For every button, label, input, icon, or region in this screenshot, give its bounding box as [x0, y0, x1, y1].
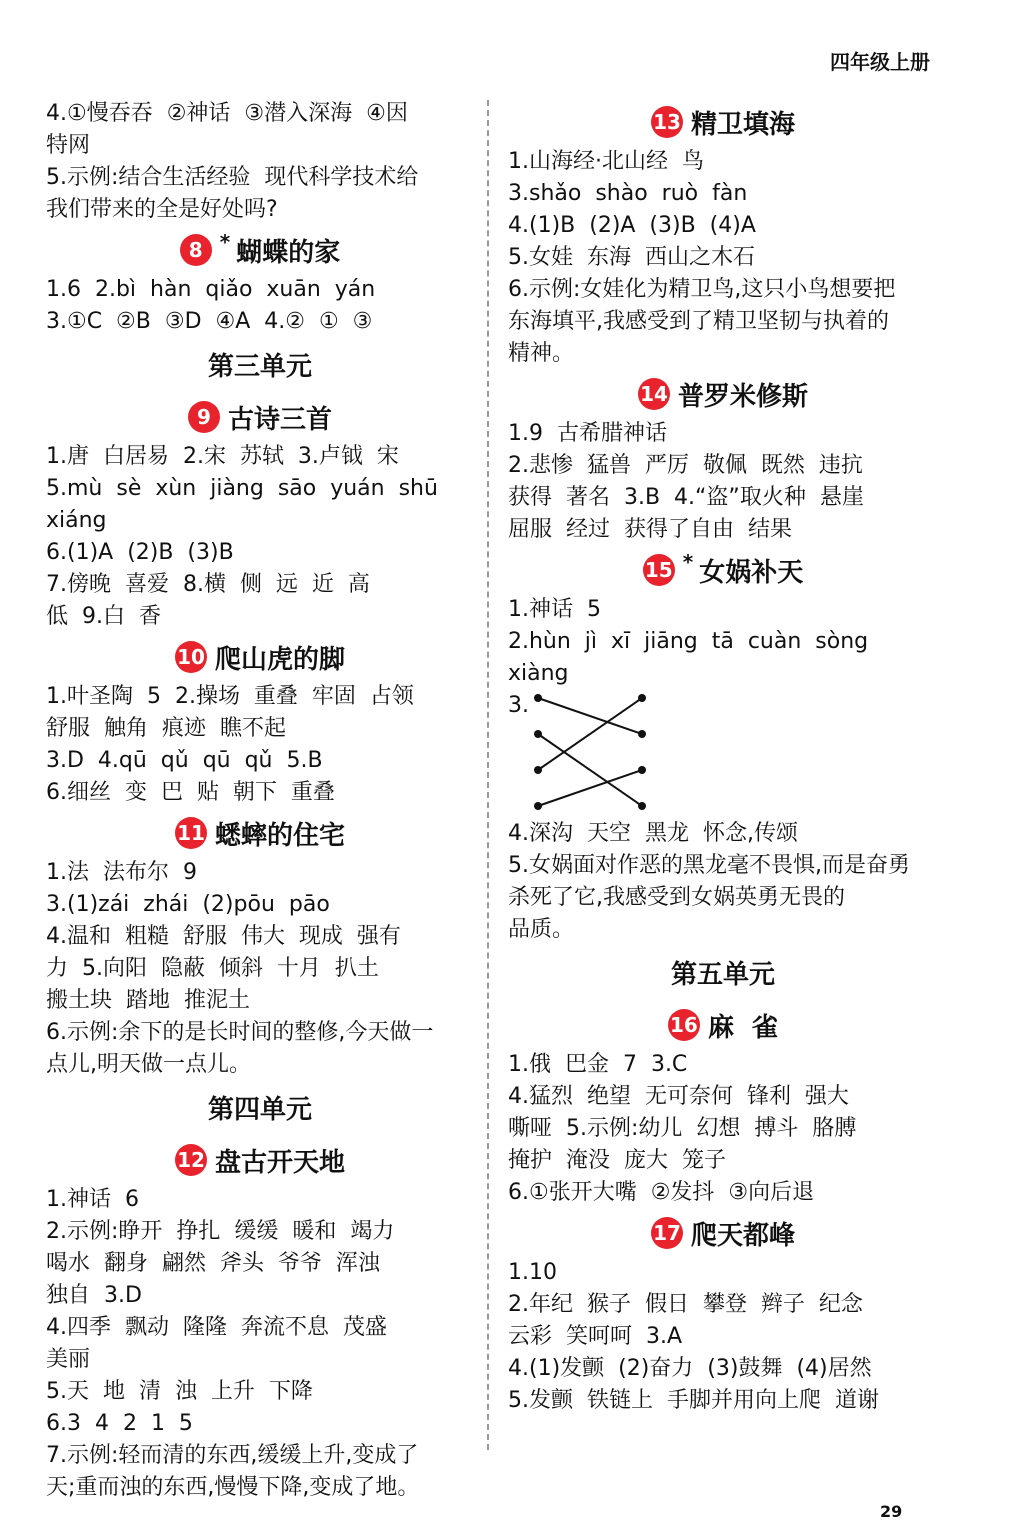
- answer-line: 6.示例:女娃化为精卫鸟,这只小鸟想要把: [508, 277, 896, 302]
- answer-line: 舒服 触角 痕迹 瞧不起: [46, 716, 286, 741]
- lesson-number-badge: 9: [188, 401, 220, 433]
- answer-line: 1.10: [508, 1260, 557, 1285]
- matching-line: [538, 770, 642, 806]
- answer-line: 1.6 2.bì hàn qiǎo xuān yán: [46, 277, 376, 302]
- left-column: [46, 98, 474, 1504]
- lesson-title-text: 爬天都峰: [690, 1220, 795, 1251]
- lesson-number-badge: 10: [175, 641, 207, 673]
- lesson-title: [508, 1004, 938, 1046]
- answer-line: 杀死了它,我感受到女娲英勇无畏的: [508, 885, 845, 910]
- answer-line: 4.温和 粗糙 舒服 伟大 现成 强有: [46, 924, 401, 949]
- lesson-title: [508, 101, 938, 143]
- answer-line: 低 9.白 香: [46, 604, 161, 629]
- answer-line: 5.女娲面对作恶的黑龙毫不畏惧,而是奋勇: [508, 853, 910, 878]
- answer-lines: [46, 98, 474, 226]
- lesson-title-text: 爬山虎的脚: [214, 644, 345, 675]
- answer-line: 点儿,明天做一点儿。: [46, 1052, 251, 1077]
- matching-answer: [508, 690, 938, 818]
- answer-line: 1.法 法布尔 9: [46, 860, 197, 885]
- answer-line: 7.傍晚 喜爱 8.横 侧 远 近 高: [46, 572, 370, 597]
- answer-line: xiáng: [46, 508, 107, 533]
- grade-header: 四年级上册: [830, 50, 930, 74]
- answer-line: 1.9 古希腊神话: [508, 421, 667, 446]
- answer-line: 2.hùn jì xī jiāng tā cuàn sòng: [508, 629, 869, 654]
- answer-line: 5.发颤 铁链上 手脚并用向上爬 道谢: [508, 1388, 879, 1413]
- answer-line: 4.四季 飘动 隆隆 奔流不息 茂盛: [46, 1315, 387, 1340]
- matching-dot-left: [534, 802, 542, 810]
- lesson-title: [46, 229, 474, 271]
- answer-line: 1.山海经·北山经 鸟: [508, 149, 704, 174]
- answer-line: 3.①C ②B ③D ④A 4.② ① ③: [46, 309, 373, 334]
- matching-dot-right: [638, 802, 646, 810]
- answer-line: xiàng: [508, 661, 569, 686]
- answer-line: 获得 著名 3.B 4.“盗”取火种 悬崖: [508, 485, 864, 510]
- matching-dot-left: [534, 766, 542, 774]
- answer-line: 4.猛烈 绝望 无可奈何 锋利 强大: [508, 1084, 849, 1109]
- answer-line: 4.①慢吞吞 ②神话 ③潜入深海 ④因: [46, 101, 408, 126]
- lesson-title: [508, 549, 938, 591]
- unit-title: 第五单元: [670, 960, 775, 990]
- lesson-title-text: 麻 雀: [707, 1012, 779, 1043]
- answer-line: 4.深沟 天空 黑龙 怀念,传颂: [508, 821, 798, 846]
- matching-line: [538, 698, 642, 734]
- unit-title: 第三单元: [207, 352, 312, 382]
- answer-line: 5.女娃 东海 西山之木石: [508, 245, 755, 270]
- lesson-title: [508, 1212, 938, 1254]
- answer-line: 5.示例:结合生活经验 现代科学技术给: [46, 165, 419, 190]
- matching-label: 3.: [508, 693, 529, 718]
- matching-line: [538, 734, 642, 806]
- lesson-number-badge: 12: [175, 1144, 207, 1176]
- lesson-title-text: 蝴蝶的家: [236, 237, 341, 268]
- lesson-title: [46, 1139, 474, 1181]
- lesson-title-text: 蟋蟀的住宅: [214, 820, 345, 851]
- page-number: 29: [880, 1502, 903, 1521]
- answer-line: 1.俄 巴金 7 3.C: [508, 1052, 688, 1077]
- answer-line: 美丽: [46, 1347, 91, 1372]
- answer-line: 掩护 淹没 庞大 笼子: [508, 1148, 726, 1173]
- lesson-title-text: 女娲补天: [699, 557, 804, 588]
- answer-line: 2.示例:睁开 挣扎 缓缓 暖和 竭力: [46, 1219, 395, 1244]
- answer-line: 7.示例:轻而清的东西,缓缓上升,变成了: [46, 1443, 419, 1468]
- answer-line: 搬土块 踏地 推泥土: [46, 988, 250, 1013]
- lesson-number-badge: 17: [651, 1217, 683, 1249]
- answer-line: 6.3 4 2 1 5: [46, 1411, 193, 1436]
- answer-line: 5.mù sè xùn jiàng sāo yuán shū: [46, 476, 438, 501]
- answer-line: 6.示例:余下的是长时间的整修,今天做一: [46, 1020, 434, 1045]
- lesson-number-badge: 14: [638, 378, 670, 410]
- answer-line: 东海填平,我感受到了精卫坚韧与执着的: [508, 309, 889, 334]
- answer-line: 6.(1)A (2)B (3)B: [46, 540, 234, 565]
- matching-dot-right: [638, 766, 646, 774]
- right-column: [508, 98, 938, 1417]
- star-mark: *: [219, 230, 231, 254]
- answer-line: 1.神话 5: [508, 597, 601, 622]
- answer-line: 品质。: [508, 917, 575, 942]
- matching-dot-left: [534, 694, 542, 702]
- lesson-title: [46, 812, 474, 854]
- answer-line: 我们带来的全是好处吗?: [46, 197, 278, 222]
- answer-line: 1.叶圣陶 5 2.操场 重叠 牢固 占领: [46, 684, 414, 709]
- matching-line: [538, 698, 642, 770]
- answer-line: 精神。: [508, 341, 575, 366]
- answer-line: 力 5.向阳 隐蔽 倾斜 十月 扒土: [46, 956, 379, 981]
- lesson-number-badge: 8: [180, 234, 212, 266]
- lesson-title-text: 古诗三首: [227, 404, 332, 435]
- answer-line: 嘶哑 5.示例:幼儿 幻想 搏斗 胳膊: [508, 1116, 857, 1141]
- matching-dot-right: [638, 730, 646, 738]
- star-mark: *: [682, 550, 694, 574]
- answer-line: 3.(1)zái zhái (2)pōu pāo: [46, 892, 330, 917]
- answer-line: 天;重而浊的东西,慢慢下降,变成了地。: [46, 1475, 420, 1500]
- answer-line: 5.天 地 清 浊 上升 下降: [46, 1379, 313, 1404]
- answer-line: 6.①张开大嘴 ②发抖 ③向后退: [508, 1180, 815, 1205]
- lesson-title: [508, 373, 938, 415]
- lesson-number-badge: 11: [175, 817, 207, 849]
- lesson-title: [46, 636, 474, 678]
- answer-line: 特网: [46, 133, 91, 158]
- matching-lines-diagram: [532, 690, 672, 816]
- answer-line: 4.(1)发颤 (2)奋力 (3)鼓舞 (4)居然: [508, 1356, 872, 1381]
- answer-line: 屈服 经过 获得了自由 结果: [508, 517, 792, 542]
- unit-title: 第四单元: [207, 1095, 312, 1125]
- answer-line: 6.细丝 变 巴 贴 朝下 重叠: [46, 780, 335, 805]
- answer-line: 1.神话 6: [46, 1187, 139, 1212]
- column-divider: [487, 100, 489, 1450]
- answer-line: 3.shǎo shào ruò fàn: [508, 181, 748, 206]
- matching-dot-right: [638, 694, 646, 702]
- answer-line: 独自 3.D: [46, 1283, 142, 1308]
- lesson-title-text: 盘古开天地: [214, 1147, 345, 1178]
- lesson-number-badge: 15: [643, 554, 675, 586]
- answer-line: 云彩 笑呵呵 3.A: [508, 1324, 683, 1349]
- lesson-title-text: 普罗米修斯: [677, 381, 808, 412]
- lesson-title: [46, 396, 474, 438]
- lesson-title-text: 精卫填海: [690, 109, 795, 140]
- answer-line: 3.D 4.qū qǔ qū qǔ 5.B: [46, 748, 323, 773]
- lesson-number-badge: 16: [668, 1009, 700, 1041]
- answer-line: 1.唐 白居易 2.宋 苏轼 3.卢钺 宋: [46, 444, 399, 469]
- lesson-number-badge: 13: [651, 106, 683, 138]
- answer-line: 2.年纪 猴子 假日 攀登 辫子 纪念: [508, 1292, 863, 1317]
- matching-dot-left: [534, 730, 542, 738]
- answer-line: 2.悲惨 猛兽 严厉 敬佩 既然 违抗: [508, 453, 863, 478]
- answer-line: 喝水 翻身 翩然 斧头 爷爷 浑浊: [46, 1251, 380, 1276]
- answer-line: 4.(1)B (2)A (3)B (4)A: [508, 213, 756, 238]
